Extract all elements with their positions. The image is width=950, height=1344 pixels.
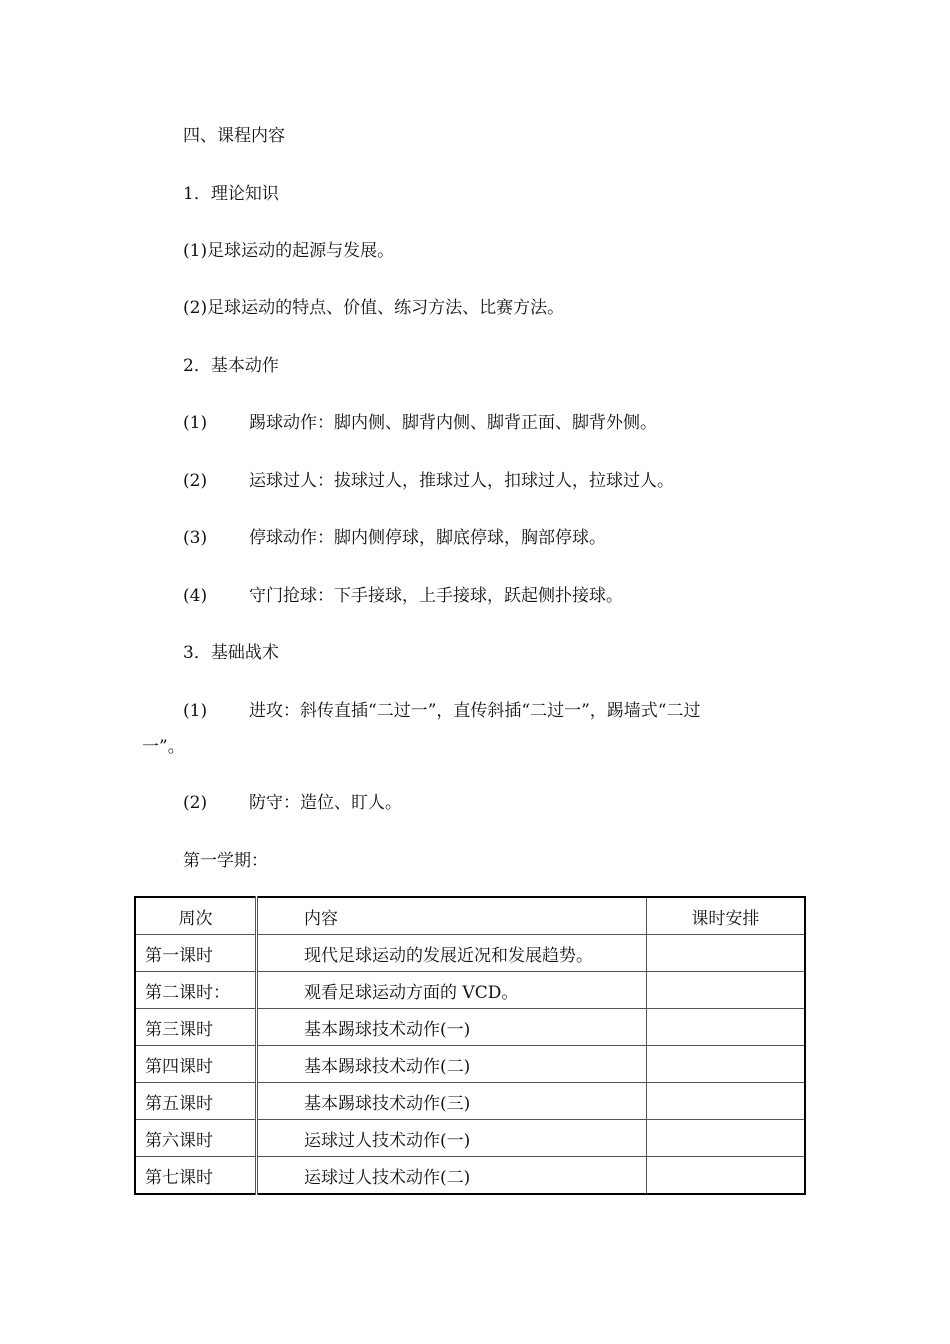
table-header-row [135, 897, 805, 935]
item-text: 运球过人：拔球过人，推球过人，扣球过人，拉球过人。 [249, 471, 674, 491]
item-text-continuation: 一”。 [142, 737, 185, 757]
table-row [135, 1120, 805, 1157]
basic-moves-heading: 2．基本动作 [183, 356, 279, 376]
section-heading: 四、课程内容 [183, 126, 285, 146]
cell-content: 现代足球运动的发展近况和发展趋势。 [257, 935, 647, 972]
theory-item: (2)足球运动的特点、价值、练习方法、比赛方法。 [183, 298, 565, 318]
item-text: 停球动作：脚内侧停球，脚底停球，胸部停球。 [249, 528, 606, 548]
cell-hours [646, 972, 805, 1009]
cell-hours [646, 1046, 805, 1083]
cell-hours [646, 1120, 805, 1157]
item-number: (1) [183, 413, 208, 433]
cell-hours [646, 1157, 805, 1195]
item-number: (4) [183, 586, 208, 606]
cell-week: 第一课时 [135, 935, 257, 972]
item-number: (3) [183, 528, 208, 548]
table-row [135, 972, 805, 1009]
table-row [135, 1046, 805, 1083]
table-row [135, 935, 805, 972]
cell-week: 第六课时 [135, 1120, 257, 1157]
cell-week: 第二课时： [135, 972, 257, 1009]
cell-content: 观看足球运动方面的 VCD。 [257, 972, 647, 1009]
item-number: (2) [183, 471, 208, 491]
table-row [135, 1083, 805, 1120]
cell-week: 第七课时 [135, 1157, 257, 1195]
cell-week: 第三课时 [135, 1009, 257, 1046]
cell-week: 第四课时 [135, 1046, 257, 1083]
cell-content: 运球过人技术动作(二) [257, 1157, 647, 1195]
theory-item: (1)足球运动的起源与发展。 [183, 241, 395, 261]
semester-label: 第一学期： [183, 851, 268, 871]
theory-heading: 1．理论知识 [183, 184, 279, 204]
item-text: 进攻：斜传直插“二过一”，直传斜插“二过一”，踢墙式“二过 [249, 701, 701, 721]
cell-content: 基本踢球技术动作(二) [257, 1046, 647, 1083]
cell-content: 运球过人技术动作(一) [257, 1120, 647, 1157]
cell-week: 第五课时 [135, 1083, 257, 1120]
table-row [135, 1157, 805, 1195]
cell-content: 基本踢球技术动作(三) [257, 1083, 647, 1120]
item-number: (2) [183, 793, 208, 813]
item-text: 踢球动作：脚内侧、脚背内侧、脚背正面、脚背外侧。 [249, 413, 657, 433]
item-text: 防守：造位、盯人。 [249, 793, 402, 813]
cell-hours [646, 1009, 805, 1046]
header-content: 内容 [257, 897, 647, 935]
header-week: 周次 [135, 897, 257, 935]
item-number: (1) [183, 701, 208, 721]
schedule-table [134, 896, 806, 1195]
item-text: 守门抢球：下手接球，上手接球，跃起侧扑接球。 [249, 586, 623, 606]
cell-content: 基本踢球技术动作(一) [257, 1009, 647, 1046]
table-row [135, 1009, 805, 1046]
header-hours: 课时安排 [646, 897, 805, 935]
cell-hours [646, 1083, 805, 1120]
tactics-heading: 3．基础战术 [183, 643, 279, 663]
cell-hours [646, 935, 805, 972]
